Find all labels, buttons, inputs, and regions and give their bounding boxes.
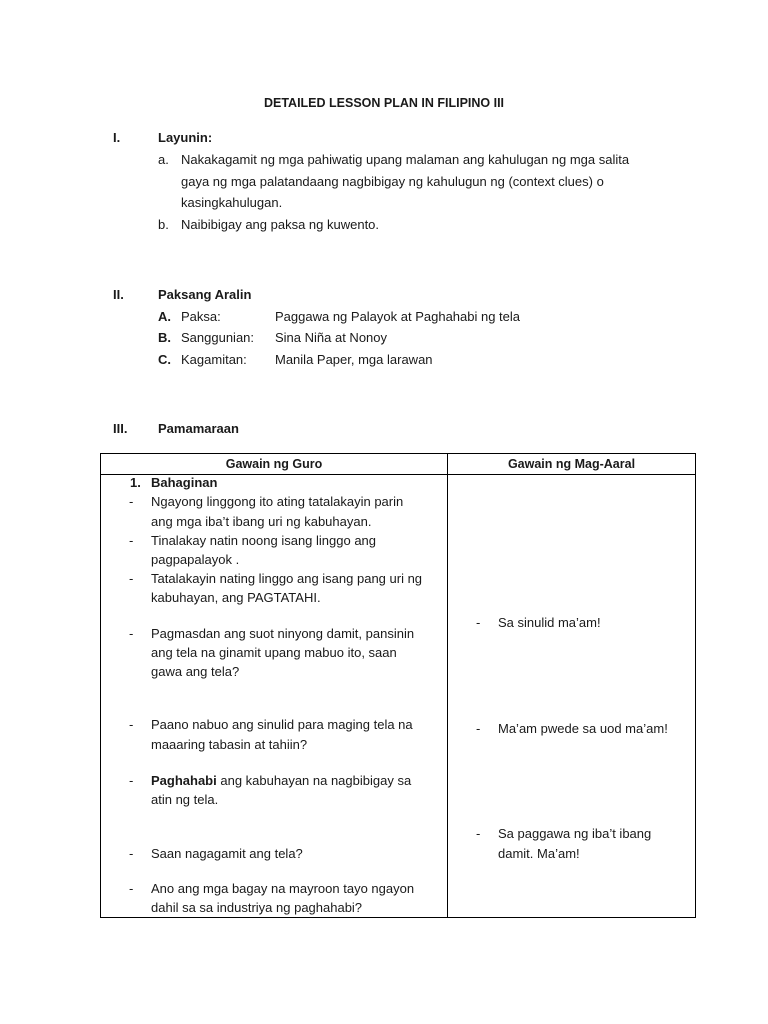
guro-dash: - bbox=[129, 717, 134, 732]
objective-b-line-1: Naibibigay ang paksa ng kuwento. bbox=[181, 217, 380, 232]
subject-letter: A. bbox=[158, 309, 171, 324]
header-mag-aaral: Gawain ng Mag-Aaral bbox=[507, 457, 636, 471]
guro-item-3-line-2: kabuhayan, ang PAGTATAHI. bbox=[151, 590, 321, 605]
guro-dash: - bbox=[129, 881, 134, 896]
objective-a-letter: a. bbox=[158, 152, 169, 167]
mag-aaral-item-3-line-2: damit. Ma’am! bbox=[498, 846, 580, 861]
reference-label: Sanggunian: bbox=[181, 330, 255, 345]
mag-aaral-dash: - bbox=[476, 615, 481, 630]
materials-letter: C. bbox=[158, 352, 171, 367]
materials-label: Kagamitan: bbox=[181, 352, 247, 367]
guro-dash: - bbox=[129, 846, 134, 861]
weaving-definition: ang kabuhayan na nagbibigay sa bbox=[216, 773, 412, 788]
section-3-numeral: III. bbox=[113, 421, 128, 436]
guro-dash: - bbox=[129, 773, 134, 788]
step-title: Bahaginan bbox=[151, 475, 218, 490]
guro-item-5-line-1: Paano nabuo ang sinulid para maging tela na bbox=[151, 717, 413, 732]
guro-item-8-line-2: dahil sa sa industriya ng paghahabi? bbox=[151, 900, 363, 915]
guro-item-4-line-3: gawa ang tela? bbox=[151, 664, 240, 679]
objective-b-letter: b. bbox=[158, 217, 169, 232]
guro-item-4-line-2: ang tela na ginamit upang mabuo ito, saan bbox=[151, 645, 397, 660]
guro-dash: - bbox=[129, 533, 134, 548]
mag-aaral-item-2-line-1: Ma’am pwede sa uod ma’am! bbox=[498, 721, 668, 736]
table-column-divider bbox=[447, 454, 448, 917]
reference-letter: B. bbox=[158, 330, 171, 345]
subject-value: Paggawa ng Palayok at Paghahabi ng tela bbox=[275, 309, 521, 324]
objective-a-line-3: kasingkahulugan. bbox=[181, 195, 283, 210]
section-1-heading: Layunin: bbox=[158, 130, 213, 145]
subject-label: Paksa: bbox=[181, 309, 221, 324]
guro-item-2-line-1: Tinalakay natin noong isang linggo ang bbox=[151, 533, 377, 548]
guro-dash: - bbox=[129, 494, 134, 509]
section-2-numeral: II. bbox=[113, 287, 124, 302]
step-number: 1. bbox=[130, 475, 141, 490]
guro-item-6-line-1 bbox=[151, 773, 411, 788]
guro-item-4-line-1: Pagmasdan ang suot ninyong damit, pansinin bbox=[151, 626, 415, 641]
guro-item-1-line-2: ang mga iba’t ibang uri ng kabuhayan. bbox=[151, 514, 372, 529]
guro-item-5-line-2: maaaring tabasin at tahiin? bbox=[151, 737, 308, 752]
section-1-numeral: I. bbox=[113, 130, 121, 145]
mag-aaral-dash: - bbox=[476, 721, 481, 736]
guro-dash: - bbox=[129, 626, 134, 641]
materials-value: Manila Paper, mga larawan bbox=[275, 352, 433, 367]
section-2-heading: Paksang Aralin bbox=[158, 287, 252, 302]
mag-aaral-item-1-line-1: Sa sinulid ma’am! bbox=[498, 615, 601, 630]
guro-item-3-line-1: Tatalakayin nating linggo ang isang pang uri ng bbox=[151, 571, 423, 586]
header-guro: Gawain ng Guro bbox=[225, 457, 323, 471]
guro-dash: - bbox=[129, 571, 134, 586]
guro-item-7-line-1: Saan nagagamit ang tela? bbox=[151, 846, 303, 861]
document-title: DETAILED LESSON PLAN IN FILIPINO III bbox=[263, 96, 505, 110]
guro-item-2-line-2: pagpapalayok . bbox=[151, 552, 240, 567]
guro-item-1-line-1: Ngayong linggong ito ating tatalakayin parin bbox=[151, 494, 404, 509]
guro-item-6-line-2: atin ng tela. bbox=[151, 792, 219, 807]
reference-value: Sina Niña at Nonoy bbox=[275, 330, 388, 345]
mag-aaral-item-3-line-1: Sa paggawa ng iba’t ibang bbox=[498, 826, 652, 841]
weaving-term: Paghahabi bbox=[151, 773, 217, 788]
objective-a-line-2: gaya ng mga palatandaang nagbibigay ng kahulugun ng (context clues) o bbox=[181, 174, 604, 189]
mag-aaral-dash: - bbox=[476, 826, 481, 841]
objective-a-line-1: Nakakagamit ng mga pahiwatig upang malaman ang kahulugan ng mga salita bbox=[181, 152, 630, 167]
guro-item-8-line-1: Ano ang mga bagay na mayroon tayo ngayon bbox=[151, 881, 415, 896]
section-3-heading: Pamamaraan bbox=[158, 421, 239, 436]
